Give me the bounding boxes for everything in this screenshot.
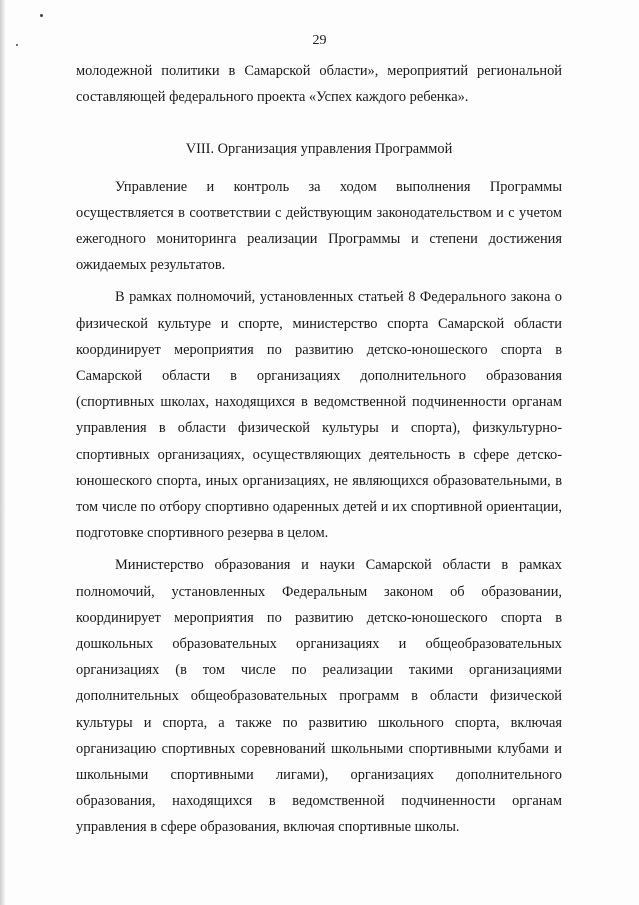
scan-speck [40,14,43,17]
paragraph-management: Управление и контроль за ходом выполнения Программы осуществляется в соответствии с действующим законодательством и с учетом ежегодного мониторинга реализации Программы и степени достижения ожидаемых результатов. [76,178,562,274]
scan-edge [0,0,5,905]
document-body [76,58,562,841]
paragraph-sport-ministry: В рамках полномочий, установленных статьей 8 Федерального закона о физической культуре и спорте, министерство спорта Самарской области координирует мероприятия по развитию детско-юношеского спорта в Самарской области в организациях дополнительного образования (спортивных школах, находящихся в ведомственной подчиненности органам управления в области физической культуры и спорта), физкультурно-спортивных организациях, осуществляющих деятельность в сфере детско-юношеского спорта, иных организациях, не являющихся образовательными, в том числе по отбору спортивно одаренных детей и их спортивной ориентации, подготовке спортивного резерва в целом. [76,289,562,542]
continuation-paragraph: молодежной политики в Самарской области», мероприятий региональной составляющей федерального проекта «Успех каждого ребенка». [76,63,562,106]
paragraph-education-ministry: Министерство образования и науки Самарской области в рамках полномочий, установленных Федеральным законом об образовании, координирует мероприятия по развитию детско-юношеского спорта в дошкольных образовательных организациях и общеобразовательных организациях (в том числе по реализации такими организациями дополнительных общеобразовательных программ в области физической культуры и спорта, а также по развитию школьного спорта, включая организацию спортивных соревнований школьными спортивными клубами и школьными спортивными лигами), организациях дополнительного образования, находящихся в ведомственной подчиненности органам управления в сфере образования, включая спортивные школы. [76,557,562,836]
section-heading: VIII. Организация управления Программой [185,141,453,158]
page-number: 29 [312,33,327,48]
